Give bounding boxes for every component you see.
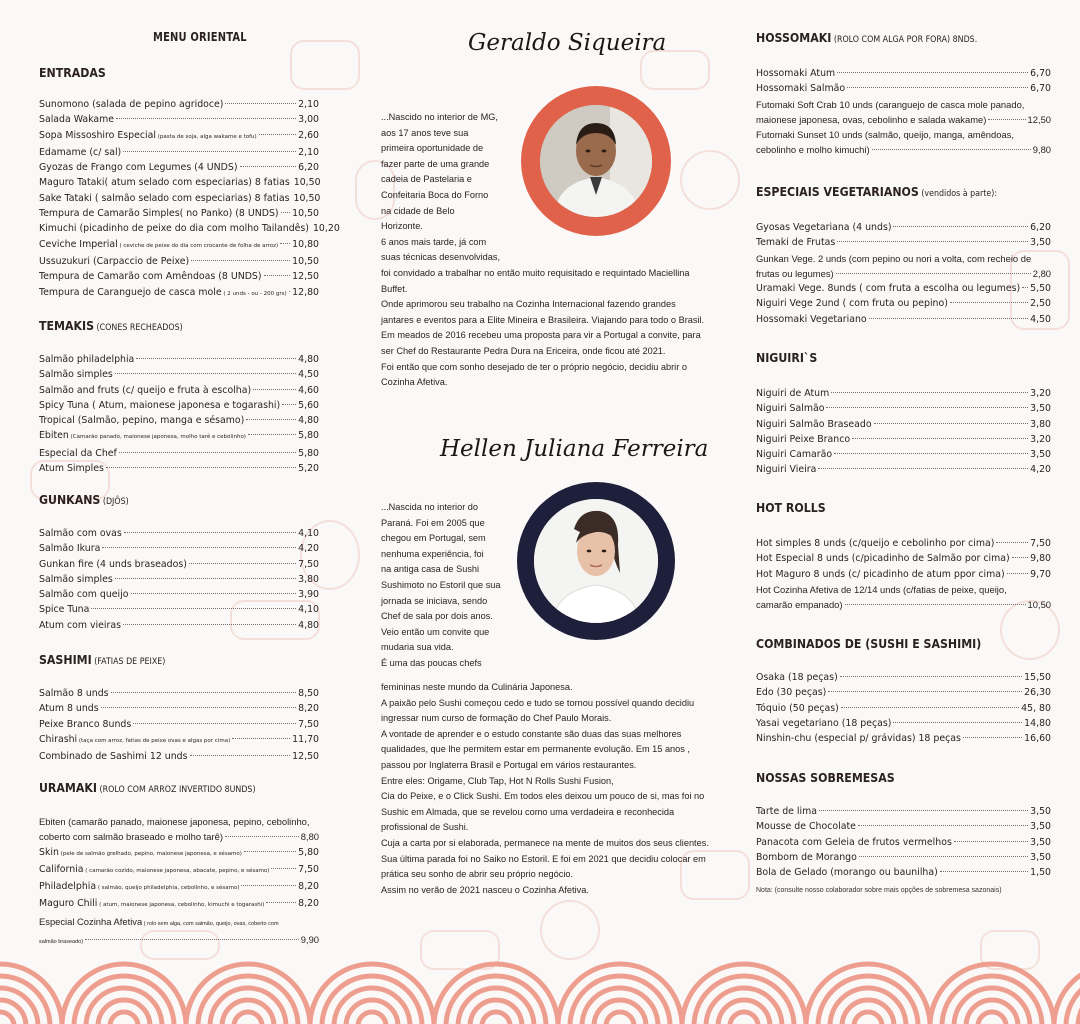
leader-dots [858, 825, 1028, 826]
menu-item-price: 7,50 [1030, 538, 1051, 549]
menu-item-name: Edo (30 peças) [756, 687, 827, 699]
menu-item-price: 7,50 [298, 718, 319, 730]
menu-item-price: 4,60 [298, 384, 319, 396]
section-niguiris [756, 350, 1051, 478]
menu-item-price: 11,70 [292, 733, 319, 745]
chef-portrait-icon [540, 105, 652, 217]
menu-item-name: Gyosas Vegetariana (4 unds) [756, 222, 892, 233]
menu-item [756, 701, 1051, 716]
menu-item [39, 701, 319, 716]
section-title: TEMAKIS (CONES RECHEADOS) [39, 318, 183, 333]
section-title: NOSSAS SOBREMESAS [756, 770, 895, 785]
menu-item-name: Tempura de Camarão com Amêndoas (8 UNDS) [39, 271, 262, 283]
section-title: COMBINADOS DE (SUSHI E SASHIMI) [756, 636, 982, 651]
menu-item-price: 16,60 [1024, 733, 1051, 745]
leader-dots [116, 118, 296, 119]
chef-name-hellen: Hellen Juliana Ferreira [440, 436, 709, 462]
leader-dots [246, 419, 296, 420]
menu-item-name: Ninshin-chu (especial p/ grávidas) 18 peças [756, 733, 961, 745]
menu-item-name: Atum com vieiras [39, 619, 121, 631]
menu-item: Futomaki Soft Crab 10 unds (caranguejo de casca mole panado, maionese japonesa, ovas, cebolinho e salada wakame) 12,50 [756, 98, 1051, 125]
menu-item [39, 383, 319, 398]
menu-item [39, 352, 319, 367]
menu-item-price: 5,20 [298, 463, 319, 475]
leader-dots [1022, 287, 1028, 288]
leader-dots [834, 453, 1028, 454]
menu-item-price: 10,50 [292, 208, 319, 220]
leader-dots [253, 389, 296, 390]
section-hossomaki [756, 30, 1051, 158]
section-title: GUNKANS (DJÔS) [39, 492, 129, 507]
leader-dots [266, 902, 296, 903]
leader-dots [874, 423, 1029, 424]
menu-item [39, 112, 319, 127]
leader-dots [837, 241, 1028, 242]
leader-dots [940, 871, 1028, 872]
menu-item-price: 5,80 [298, 447, 319, 459]
menu-item-name: Ebiten (Camarão panado, maionese japonesa, molho tarê e cebolinho) [39, 430, 246, 442]
menu-item-price: 6,20 [1030, 222, 1051, 233]
menu-item-price: 7,50 [298, 863, 319, 875]
section-hotrolls [756, 500, 1051, 612]
wave-pattern [0, 954, 1080, 1024]
leader-dots [136, 358, 296, 359]
menu-item: Gunkan Vege. 2 unds (com pepino ou nori a volta, com recheio de frutas ou legumes) 2,80 [756, 252, 1051, 279]
menu-item [756, 235, 1051, 250]
menu-item-price: 5,80 [298, 430, 319, 442]
leader-dots [840, 676, 1022, 677]
menu-item [39, 557, 319, 572]
leader-dots [123, 151, 296, 152]
menu-item [39, 896, 319, 913]
menu-item-name: Chirashi (taça com arroz, fatias de peixe ovas e algas por cima) [39, 733, 231, 745]
menu-item [39, 145, 319, 160]
menu-item-price: 2,10 [298, 146, 319, 158]
menu-item-price: 15,50 [1024, 672, 1051, 683]
menu-item [756, 81, 1051, 96]
menu-item [756, 66, 1051, 81]
menu-item [39, 461, 319, 476]
menu-item-price: 10,20 [312, 223, 340, 235]
leader-dots [91, 608, 296, 609]
menu-item [39, 160, 319, 175]
menu-item [756, 220, 1051, 235]
leader-dots [1007, 573, 1028, 574]
menu-item [756, 401, 1051, 416]
menu-item-name: Hot Maguro 8 unds (c/ picadinho de atum ppor cima) [756, 568, 1005, 580]
menu-item [39, 428, 319, 445]
menu-item [756, 804, 1051, 819]
leader-dots [831, 392, 1028, 393]
leader-dots [281, 212, 291, 213]
section-title: URAMAKI (ROLO COM ARROZ INVERTIDO 8UNDS) [39, 780, 256, 795]
leader-dots [847, 87, 1028, 88]
leader-dots [190, 755, 291, 756]
menu-item-price: 8,50 [298, 688, 319, 699]
menu-item [756, 417, 1051, 432]
menu-item-name: Niguiri Peixe Branco [756, 433, 851, 445]
menu-item [756, 312, 1051, 327]
menu-item [39, 398, 319, 413]
leader-dots [259, 134, 296, 135]
menu-item-name: Niguiri Vieira [756, 464, 817, 476]
menu-item [756, 536, 1051, 551]
menu-item-price: 3,50 [1030, 403, 1051, 415]
menu-item-price: 4,20 [1030, 464, 1051, 476]
menu-item-name: Niguiri Salmão [756, 403, 825, 415]
menu-item-price: 3,80 [1030, 418, 1051, 430]
menu-item-price: 4,80 [298, 354, 319, 365]
leader-dots [828, 691, 1022, 692]
menu-item [756, 281, 1051, 296]
section-combinados [756, 636, 1051, 746]
menu-item-name: Especial da Chef [39, 447, 117, 459]
menu-item-price: 5,50 [1030, 283, 1051, 295]
section-title: NIGUIRI`S [756, 350, 818, 365]
section-title: ESPECIAIS VEGETARIANOS (vendidos à parte): [756, 184, 998, 199]
menu-item-price: 8,20 [298, 898, 319, 910]
menu-item-name: Hot Especial 8 unds (c/picadinho de Salmão por cima) [756, 553, 1010, 565]
menu-item-name: Salmão simples [39, 573, 113, 585]
chef-photo-hellen [517, 482, 675, 640]
menu-item-name: Hossomaki Vegetariano [756, 313, 867, 325]
leader-dots [893, 226, 1028, 227]
menu-item-name: Philadelphia ( salmão, queijo philadelphia, cebolinho, e sésamo) [39, 881, 240, 893]
menu-item-price: 6,20 [298, 162, 319, 174]
menu-item [756, 685, 1051, 700]
menu-item-name: Salmão and fruts (c/ queijo e fruta à escolha) [39, 384, 252, 396]
menu-item: Ebiten (camarão panado, maionese japonesa, pepino, cebolinho, coberto com salmão braseado e molho tarê) 8,80 [39, 816, 319, 843]
menu-item-price: 10,50 [292, 255, 319, 267]
leader-dots [841, 707, 1019, 708]
menu-item-price: 3,50 [1030, 851, 1051, 863]
menu-item [756, 865, 1051, 880]
dessert-note: Nota: (consulte nosso colaborador sobre mais opções de sobremesa sazonais) [756, 887, 1002, 895]
leader-dots [869, 318, 1028, 319]
menu-item [39, 269, 319, 284]
leader-dots [289, 291, 290, 292]
menu-item-price: 26,30 [1024, 687, 1051, 699]
menu-item-price: 3,00 [298, 114, 319, 126]
section-vegetarianos [756, 184, 1051, 327]
menu-item-price: 3,50 [1030, 237, 1051, 249]
menu-item-name: Hot simples 8 unds (c/queijo e cebolinho por cima) [756, 538, 995, 549]
leader-dots [115, 578, 296, 579]
menu-item-name: Kimuchi (picadinho de peixe do dia com molho Tailandês) [39, 223, 309, 235]
leader-dots [996, 542, 1028, 543]
menu-item-name: Ceviche Imperial ( ceviche de peixe do dia com crocante de folha de arroz) [39, 238, 279, 250]
leader-dots [133, 723, 296, 724]
chef-bio-hellen: femininas neste mundo da Culinária Japonesa. A paixão pelo Sushi começou cedo e tudo se tornou possível quando decidiu ingressar num curso de formação do Chef Paulo Morais. A vontade de aprender e o estudo constante são duas das suas melhores qualidades, que lhe permitem estar em permanente evolução. Em 15 anos , passou por Inglaterra Brasil e Portugal em vários restaurantes. Entre eles: Origame, Club Tap, Hot N Rolls Sushi Fusion, Cia do Peixe, e o Click Sushi. Em todos eles deixou um pouco de si, mas foi no Sushic em Almada, que se revelou como uma verdadeira e reconhecida profissional de Sushi. Cuja a carta por si elaborada, permanece na mente de muitos dos seus clientes. Sua última parada foi no Saiko no Estoril. E foi em 2021 que decidiu colocar em prática seu sonho de abrir seu próprio negócio. Assim no verão de 2021 nasceu o Cozinha Afetiva. [381, 682, 709, 895]
section-title: SASHIMI (FATIAS DE PEIXE) [39, 652, 166, 667]
menu-item [39, 191, 319, 206]
menu-item [39, 587, 319, 602]
leader-dots [280, 243, 290, 244]
menu-item [756, 835, 1051, 850]
menu-item-price: 8,20 [298, 703, 319, 715]
menu-item [756, 819, 1051, 834]
menu-item [39, 526, 319, 541]
leader-dots [101, 707, 296, 708]
section-uramaki [39, 780, 319, 950]
menu-item-price: 1,50 [1030, 867, 1051, 879]
section-entradas [39, 65, 340, 302]
menu-item [756, 567, 1051, 582]
menu-item-name: Bola de Gelado (morango ou baunilha) [756, 867, 938, 879]
menu-item [756, 462, 1051, 477]
menu-item-name: Uramaki Vege. 8unds ( com fruta a escolha ou legumes) [756, 283, 1021, 295]
menu-item-name: Peixe Branco 8unds [39, 718, 132, 730]
menu-item-name: Spice Tuna [39, 604, 90, 616]
menu-item-price: 4,50 [298, 369, 319, 381]
menu-item-name: Salmão 8 unds [39, 688, 109, 699]
menu-item [39, 285, 319, 302]
leader-dots [954, 841, 1028, 842]
menu-item-name: Salmão com queijo [39, 589, 129, 601]
leader-dots [189, 563, 296, 564]
menu-item-price: 3,50 [1030, 821, 1051, 833]
leader-dots [837, 72, 1028, 73]
leader-dots [241, 885, 296, 886]
menu-item-name: Maguro Tataki( atum selado com especiarias) 8 fatias [39, 177, 290, 189]
menu-item [39, 367, 319, 382]
section-title: HOT ROLLS [756, 500, 826, 515]
menu-item [756, 716, 1051, 731]
menu-item-price: 5,60 [298, 399, 319, 411]
menu-item-name: Sake Tataki ( salmão selado com especiarias) 8 fatias [39, 192, 290, 204]
menu-item-price: 3,90 [298, 589, 319, 601]
menu-item [39, 732, 319, 749]
menu-item-price: 3,50 [1030, 449, 1051, 461]
menu-item [39, 413, 319, 428]
menu-item [756, 432, 1051, 447]
menu-title: MENU ORIENTAL [153, 30, 247, 44]
menu-item [39, 602, 319, 617]
menu-item-name: Salmão com ovas [39, 528, 122, 539]
menu-item-price: 2,10 [298, 99, 319, 110]
menu-item-price: 3,50 [1030, 836, 1051, 848]
leader-dots [826, 407, 1028, 408]
menu-item [39, 175, 319, 190]
menu-item-price: 12,50 [292, 751, 319, 763]
menu-item-name: Atum 8 unds [39, 703, 99, 715]
menu-item-price: 14,80 [1024, 717, 1051, 729]
section-sobremesas [756, 770, 1051, 896]
menu-item-price: 6,70 [1030, 83, 1051, 95]
menu-item-price: 4,10 [298, 528, 319, 539]
menu-item-price: 45, 80 [1021, 702, 1051, 714]
section-title: HOSSOMAKI (ROLO COM ALGA POR FORA) 8NDS. [756, 30, 978, 45]
menu-item-price: 4,80 [298, 415, 319, 427]
menu-item-name: Bombom de Morango [756, 851, 857, 863]
menu-item-name: Salmão simples [39, 369, 113, 381]
menu-item-price: 4,80 [298, 619, 319, 631]
leader-dots [950, 302, 1028, 303]
menu-item-price: 10,80 [292, 238, 319, 250]
menu-item-name: Tarte de lima [756, 806, 817, 817]
leader-dots [102, 547, 296, 548]
menu-item-name: Niguiri Vege 2und ( com fruta ou pepino) [756, 298, 948, 310]
menu-item-name: Gyozas de Frango com Legumes (4 UNDS) [39, 162, 238, 174]
menu-item-name: Niguiri Salmão Braseado [756, 418, 872, 430]
menu-item [39, 541, 319, 556]
leader-dots [111, 692, 297, 693]
menu-item-name: Edamame (c/ sal) [39, 146, 122, 158]
menu-item-name: Panacota com Geleia de frutos vermelhos [756, 836, 952, 848]
menu-item-price: 7,50 [298, 558, 319, 570]
leader-dots [240, 166, 297, 167]
menu-item-price: 12,80 [292, 286, 319, 298]
menu-item [756, 551, 1051, 566]
menu-item-name: Skin (pele de salmão grelhado, pepino, maionese japonesa, e sésamo) [39, 846, 242, 858]
menu-item-name: Temaki de Frutas [756, 237, 836, 249]
leader-dots [271, 868, 296, 869]
menu-item [39, 749, 319, 764]
menu-item-name: Hossomaki Salmão [756, 83, 846, 95]
section-gunkans [39, 492, 319, 633]
menu-item [756, 296, 1051, 311]
menu-item [39, 254, 319, 269]
leader-dots [119, 452, 296, 453]
leader-dots [264, 275, 291, 276]
menu-item [756, 670, 1051, 685]
menu-item-price: 4,20 [298, 543, 319, 555]
menu-item-price: 5,80 [298, 846, 319, 858]
leader-dots [248, 434, 296, 435]
menu-item-name: Niguiri Camarão [756, 449, 833, 461]
menu-item-name: Sunomono (salada de pepino agridoce) [39, 99, 224, 110]
menu-item-name: Salmão Ikura [39, 543, 101, 555]
leader-dots [818, 468, 1028, 469]
section-sashimi [39, 652, 319, 764]
menu-item-name: Gunkan fire (4 unds braseados) [39, 558, 187, 570]
chef-name-geraldo: Geraldo Siqueira [468, 30, 667, 56]
chef-portrait-icon [534, 499, 658, 623]
menu-item-name: Osaka (18 peças) [756, 672, 838, 683]
chef-bio-geraldo: foi convidado a trabalhar no então muito requisitado e requintado Maciellina Buffet. Onde aprimorou seu trabalho na Cozinha Internacional fazendo grandes jantares e eventos para a Elite Mineira e Brasileira. Viajando para todo o Brasil. Em meados de 2016 recebeu uma proposta para vir a Portugal a convite, para ser Chef do Restaurante Pedra Dura na Ericeira, onde ficou até 2021. Foi então que com sonho desejado de ter o próprio negócio, decidiu abrir o Cozinha Afetiva. [381, 268, 705, 388]
menu-item [39, 446, 319, 461]
menu-item-name: Tropical (Salmão, pepino, manga e sésamo) [39, 415, 245, 427]
menu-item [39, 572, 319, 587]
leader-dots [893, 722, 1022, 723]
menu-item [39, 618, 319, 633]
menu-item-price: 10,50 [293, 192, 321, 204]
menu-item-name: Mousse de Chocolate [756, 821, 856, 833]
menu-item-price: 4,50 [1030, 313, 1051, 325]
leader-dots [232, 738, 290, 739]
menu-item [756, 386, 1051, 401]
leader-dots [131, 593, 297, 594]
section-title: ENTRADAS [39, 65, 106, 80]
leader-dots [225, 103, 296, 104]
leader-dots [106, 467, 296, 468]
menu-item [756, 731, 1051, 746]
menu-item: Hot Cozinha Afetiva de 12/14 unds (c/fatias de peixe, queijo, camarão empanado) 10,50 [756, 583, 1051, 611]
menu-item [39, 845, 319, 862]
leader-dots [244, 851, 296, 852]
menu-item [39, 862, 319, 879]
menu-item-name: Tempura de Camarão Simples( no Panko) (8 UNDS) [39, 208, 279, 220]
menu-item-price: 2,60 [298, 129, 319, 141]
leader-dots [963, 737, 1022, 738]
menu-item-name: California ( camarão cozido, maionese japonesa, abacate, pepino, e sésamo) [39, 863, 270, 875]
menu-item: Futomaki Sunset 10 unds (salmão, queijo, manga, amêndoas, cebolinho e molho kimuchi) 9,80 [756, 129, 1051, 156]
menu-item-price: 4,10 [298, 604, 319, 616]
leader-dots [819, 810, 1028, 811]
menu-item [39, 717, 319, 732]
menu-item [39, 237, 319, 254]
leader-dots [123, 624, 296, 625]
leader-dots [852, 438, 1028, 439]
menu-item [39, 221, 340, 236]
leader-dots [191, 260, 290, 261]
leader-dots [1012, 557, 1028, 558]
menu-item-price: 9,70 [1030, 568, 1051, 580]
menu-item-name: Salada Wakame [39, 114, 115, 126]
menu-item [756, 850, 1051, 865]
menu-item [39, 879, 319, 896]
menu-item-price: 3,80 [298, 573, 319, 585]
menu-item [756, 447, 1051, 462]
menu-item-price: 3,50 [1030, 806, 1051, 817]
menu-item-name: Yasai vegetariano (18 peças) [756, 717, 892, 729]
menu-item [39, 206, 319, 221]
menu-item-name: Salmão philadelphia [39, 354, 135, 365]
menu-item-price: 2,50 [1030, 298, 1051, 310]
menu-item [39, 686, 319, 701]
section-temakis [39, 318, 319, 476]
leader-dots [282, 404, 296, 405]
menu-item-name: Atum Simples [39, 463, 104, 475]
menu-item-name: Hossomaki Atum [756, 68, 836, 79]
menu-item-price: 8,20 [298, 881, 319, 893]
menu-item-name: Ussuzukuri (Carpaccio de Peixe) [39, 255, 190, 267]
chef-photo-geraldo [521, 86, 671, 236]
menu-item-name: Tempura de Caranguejo de casca mole ( 2 unds - ou - 200 grs) [39, 286, 287, 298]
menu-item-price: 3,20 [1030, 388, 1051, 399]
menu-item [39, 97, 319, 112]
menu-item: Especial Cozinha Afetiva ( rolo sem alga, com salmão, queijo, ovas, coberto com salmão braseado) 9,90 [39, 915, 319, 946]
menu-item-name: Spicy Tuna ( Atum, maionese japonesa e togarashi) [39, 399, 281, 411]
menu-item-name: Combinado de Sashimi 12 unds [39, 751, 188, 763]
menu-item-name: Sopa Missoshiro Especial (pasta de soja, alga wakame e tofu) [39, 129, 257, 141]
menu-item-price: 12,50 [292, 271, 319, 283]
menu-item [39, 128, 319, 145]
menu-item-price: 3,20 [1030, 433, 1051, 445]
menu-item-name: Maguro Chili ( atum, maionese japonesa, cebolinho, kimuchi e togarashi) [39, 898, 265, 910]
menu-item-price: 9,80 [1030, 553, 1051, 565]
menu-item-name: Niguiri de Atum [756, 388, 830, 399]
chef-bio-hellen-intro: ...Nascida no interior do Paraná. Foi em 2005 que chegou em Portugal, sem nenhuma experiência, foi na antiga casa de Sushi Sushimoto no Estoril que sua jornada se iniciava, sendo Chef de sala por dois anos. Veio então um convite que mudaria sua vida. É uma das poucas chefs [381, 502, 501, 668]
leader-dots [124, 532, 296, 533]
menu-item-price: 6,70 [1030, 68, 1051, 79]
chef-bio-geraldo-intro: ...Nascido no interior de MG, aos 17 anos teve sua primeira oportunidade de fazer parte de uma grande cadeia de Pastelaria e Confeitaria Boca do Forno na cidade de Belo Horizonte. 6 anos mais tarde, já com suas técnicas desenvolvidas, [381, 112, 500, 263]
menu-item-price: 10,50 [293, 177, 321, 189]
menu-item-name: Tóquio (50 peças) [756, 702, 839, 714]
leader-dots [115, 373, 296, 374]
leader-dots [859, 856, 1028, 857]
